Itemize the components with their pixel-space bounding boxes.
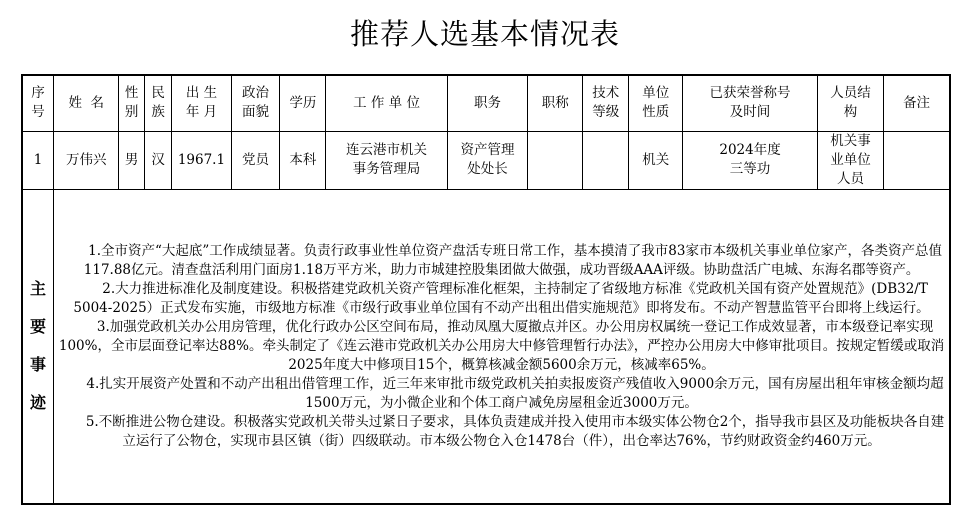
header-staff-type: 人员结 构	[817, 75, 883, 131]
header-birth: 出 生 年 月	[172, 75, 231, 131]
header-name: 姓 名	[54, 75, 119, 131]
header-remarks: 备注	[884, 75, 950, 131]
cell-position: 资产管理 处处长	[447, 131, 528, 189]
cell-workplace: 连云港市机关 事务管理局	[326, 131, 447, 189]
deeds-paragraph: 3.加强党政机关办公用房管理，优化行政办公区空间布局，推动凤凰大厦撤点并区。办公用房权属统一登记工作成效显著，市本级登记率实现100%，全市层面登记率达88%。牵头制定了《连云港市党政机关办公用房大中修管理暂行办法》，严控办公用房大中修审批项目。按规定暂缓或取消2025年度大中修项目15个，概算核减金额5600余万元，核减率65%。	[58, 318, 945, 373]
cell-title-rank	[528, 131, 583, 189]
header-position: 职务	[447, 75, 528, 131]
candidate-info-table	[21, 74, 951, 505]
cell-ethnicity: 汉	[144, 131, 172, 189]
cell-honors: 2024年度 三等功	[683, 131, 818, 189]
person-row	[22, 131, 950, 189]
page-title: 推荐人选基本情况表	[349, 17, 620, 51]
header-title-rank: 职称	[528, 75, 583, 131]
cell-education: 本科	[280, 131, 326, 189]
header-honors: 已获荣誉称号 及时间	[683, 75, 818, 131]
header-politics: 政治 面貌	[231, 75, 280, 131]
header-row	[22, 75, 950, 131]
cell-remarks	[884, 131, 950, 189]
deeds-paragraph: 1.全市资产“大起底”工作成绩显著。负责行政事业性单位资产盘活专班日常工作，基本摸清了我市83家市本级机关事业单位家产，各类资产总值117.88亿元。清查盘活利用门面房1.18万平方米，助力市城建控股集团做大做强，成功晋级AAA评级。协助盘活广电城、东海名郡等资产。	[83, 242, 942, 278]
deeds-label: 主 要 事 迹	[22, 189, 54, 504]
cell-gender: 男	[119, 131, 144, 189]
header-education: 学历	[280, 75, 326, 131]
cell-tech-level	[583, 131, 629, 189]
deeds-paragraph: 4.扎实开展资产处置和不动产出租出借管理工作，近三年来审批市级党政机关拍卖报废资产残值收入9000余万元，国有房屋出租年审核金额均超1500万元，为小微企业和个体工商户减免房屋租金近3000万元。	[86, 375, 944, 411]
header-seq: 序号	[22, 75, 54, 131]
deeds-row	[22, 189, 950, 504]
header-tech-level: 技术 等级	[583, 75, 629, 131]
header-unit-type: 单位 性质	[629, 75, 683, 131]
header-gender: 性 别	[119, 75, 144, 131]
header-ethnicity: 民 族	[144, 75, 172, 131]
cell-staff-type: 机关事 业单位 人员	[817, 131, 883, 189]
cell-birth: 1967.1	[172, 131, 231, 189]
deeds-paragraph: 2.大力推进标准化及制度建设。积极搭建党政机关资产管理标准化框架，主持制定了省级地方标准《党政机关国有资产处置规范》(DB32/T 5004-2025）正式发布实施，市级地方标准《市级行政事业单位国有不动产出租出借实施规范》即将发布。不动产智慧监管平台即将上线运行。	[73, 280, 930, 316]
header-workplace: 工 作 单 位	[326, 75, 447, 131]
cell-unit-type: 机关	[629, 131, 683, 189]
cell-politics: 党员	[231, 131, 280, 189]
cell-seq: 1	[22, 131, 54, 189]
cell-name: 万伟兴	[54, 131, 119, 189]
deeds-paragraph: 5.不断推进公物仓建设。积极落实党政机关带头过紧日子要求，具体负责建成并投入使用市本级实体公物仓2个，指导我市县区及功能板块各自建立运行了公物仓，实现市县区镇（街）四级联动。市本级公物仓入仓1478台（件），出仓率达76%，节约财政资金约460万元。	[85, 413, 945, 449]
deeds-content	[54, 189, 950, 504]
